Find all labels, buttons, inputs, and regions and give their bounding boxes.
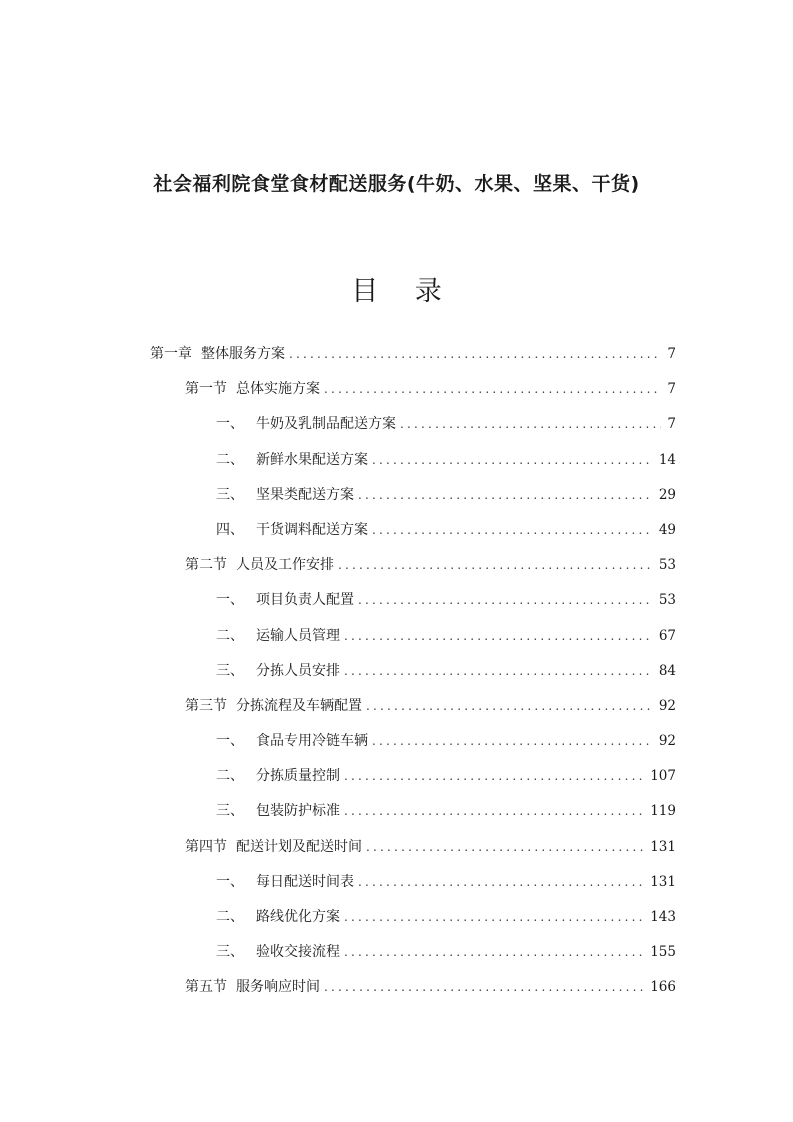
toc-entry-number: 三、 [216, 944, 244, 961]
toc-entry[interactable] [150, 689, 676, 724]
toc-entry-number: 第一章 [150, 346, 192, 362]
toc-entry-number: 一、 [216, 592, 244, 609]
toc-entry[interactable] [150, 794, 676, 829]
toc-dot-leader [344, 759, 644, 794]
toc-page-number: 49 [658, 521, 676, 538]
toc-dot-leader [324, 970, 644, 1005]
toc-entry[interactable] [150, 619, 676, 654]
toc-page-number: 14 [658, 451, 676, 468]
toc-entry[interactable] [150, 970, 676, 1005]
toc-dot-leader [344, 900, 644, 935]
toc-page-number: 84 [658, 662, 676, 679]
toc-page-number: 92 [658, 733, 676, 750]
toc-page-number: 92 [658, 697, 676, 714]
toc-entry[interactable] [150, 654, 676, 689]
toc-entry-number: 二、 [216, 627, 244, 644]
toc-entry[interactable] [150, 900, 676, 935]
toc-dot-leader [372, 513, 653, 548]
toc-entry[interactable] [150, 830, 676, 865]
toc-entry-number: 一、 [216, 733, 244, 750]
toc-entry-title: 项目负责人配置 [256, 592, 354, 609]
toc-dot-leader [324, 372, 661, 407]
toc-entry-title: 运输人员管理 [256, 627, 340, 644]
toc-page-number: 155 [650, 944, 676, 961]
toc-entry-title: 分拣人员安排 [256, 662, 340, 679]
toc-page-number: 131 [650, 838, 676, 855]
toc-entry-title: 每日配送时间表 [256, 873, 354, 890]
toc-dot-leader [344, 794, 644, 829]
toc-entry-number: 第四节 [185, 838, 227, 855]
toc-dot-leader [358, 478, 653, 513]
toc-entry-number: 二、 [216, 909, 244, 925]
toc-entry-number: 第三节 [185, 697, 227, 714]
table-of-contents [150, 337, 676, 1006]
toc-entry-number: 一、 [216, 873, 244, 890]
toc-entry[interactable] [150, 478, 676, 513]
toc-entry-title: 配送计划及配送时间 [236, 838, 362, 855]
toc-dot-leader [358, 583, 653, 618]
toc-dot-leader [366, 689, 653, 724]
toc-entry-title: 验收交接流程 [256, 944, 340, 961]
toc-entry[interactable] [150, 759, 676, 794]
toc-dot-leader [338, 548, 653, 583]
toc-page-number: 29 [658, 486, 676, 503]
toc-entry[interactable] [150, 372, 676, 407]
toc-entry-number: 第二节 [185, 557, 227, 574]
toc-entry-title: 总体实施方案 [236, 381, 320, 398]
toc-entry-number: 三、 [216, 662, 244, 679]
toc-page-number: 143 [650, 909, 676, 925]
toc-entry-title: 路线优化方案 [256, 909, 340, 925]
toc-entry-number: 第五节 [185, 979, 227, 996]
toc-page-number: 119 [650, 803, 676, 820]
toc-page-number: 131 [650, 873, 676, 890]
toc-dot-leader [344, 619, 653, 654]
toc-entry-title: 坚果类配送方案 [256, 486, 354, 503]
toc-dot-leader [372, 443, 653, 478]
toc-dot-leader [366, 830, 644, 865]
toc-dot-leader [289, 337, 661, 372]
toc-entry[interactable] [150, 443, 676, 478]
document-title: 社会福利院食堂食材配送服务(牛奶、水果、坚果、干货) [153, 173, 640, 195]
toc-entry-title: 分拣流程及车辆配置 [236, 697, 362, 714]
toc-dot-leader [358, 865, 644, 900]
toc-entry-number: 三、 [216, 486, 244, 503]
toc-entry-title: 人员及工作安排 [236, 557, 334, 574]
toc-dot-leader [344, 935, 644, 970]
toc-entry-number: 二、 [216, 451, 244, 468]
toc-page-number: 7 [667, 381, 676, 398]
toc-entry[interactable] [150, 935, 676, 970]
toc-page-number: 166 [650, 979, 676, 996]
toc-entry-title: 包装防护标准 [256, 803, 340, 820]
toc-heading: 目 录 [351, 276, 456, 307]
toc-entry-number: 一、 [216, 416, 244, 433]
toc-entry[interactable] [150, 548, 676, 583]
toc-page-number: 53 [658, 592, 676, 609]
toc-entry-number: 四、 [216, 521, 244, 538]
toc-entry[interactable] [150, 513, 676, 548]
toc-entry-title: 牛奶及乳制品配送方案 [256, 416, 396, 433]
toc-dot-leader [344, 654, 653, 689]
toc-entry-number: 第一节 [185, 381, 227, 398]
toc-entry[interactable] [150, 407, 676, 442]
toc-entry[interactable] [150, 337, 676, 372]
toc-page-number: 7 [667, 346, 676, 362]
toc-entry-title: 整体服务方案 [201, 346, 285, 362]
toc-entry[interactable] [150, 865, 676, 900]
toc-entry-number: 三、 [216, 803, 244, 820]
toc-entry-number: 二、 [216, 768, 244, 785]
toc-dot-leader [372, 724, 653, 759]
toc-entry-title: 干货调料配送方案 [256, 521, 368, 538]
toc-entry-title: 新鲜水果配送方案 [256, 451, 368, 468]
toc-dot-leader [400, 407, 661, 442]
toc-entry-title: 食品专用冷链车辆 [256, 733, 368, 750]
toc-entry[interactable] [150, 583, 676, 618]
toc-page-number: 67 [658, 627, 676, 644]
toc-entry[interactable] [150, 724, 676, 759]
toc-page-number: 53 [658, 557, 676, 574]
toc-entry-title: 服务响应时间 [236, 979, 320, 996]
toc-page-number: 7 [667, 416, 676, 433]
toc-page-number: 107 [650, 768, 676, 785]
toc-entry-title: 分拣质量控制 [256, 768, 340, 785]
